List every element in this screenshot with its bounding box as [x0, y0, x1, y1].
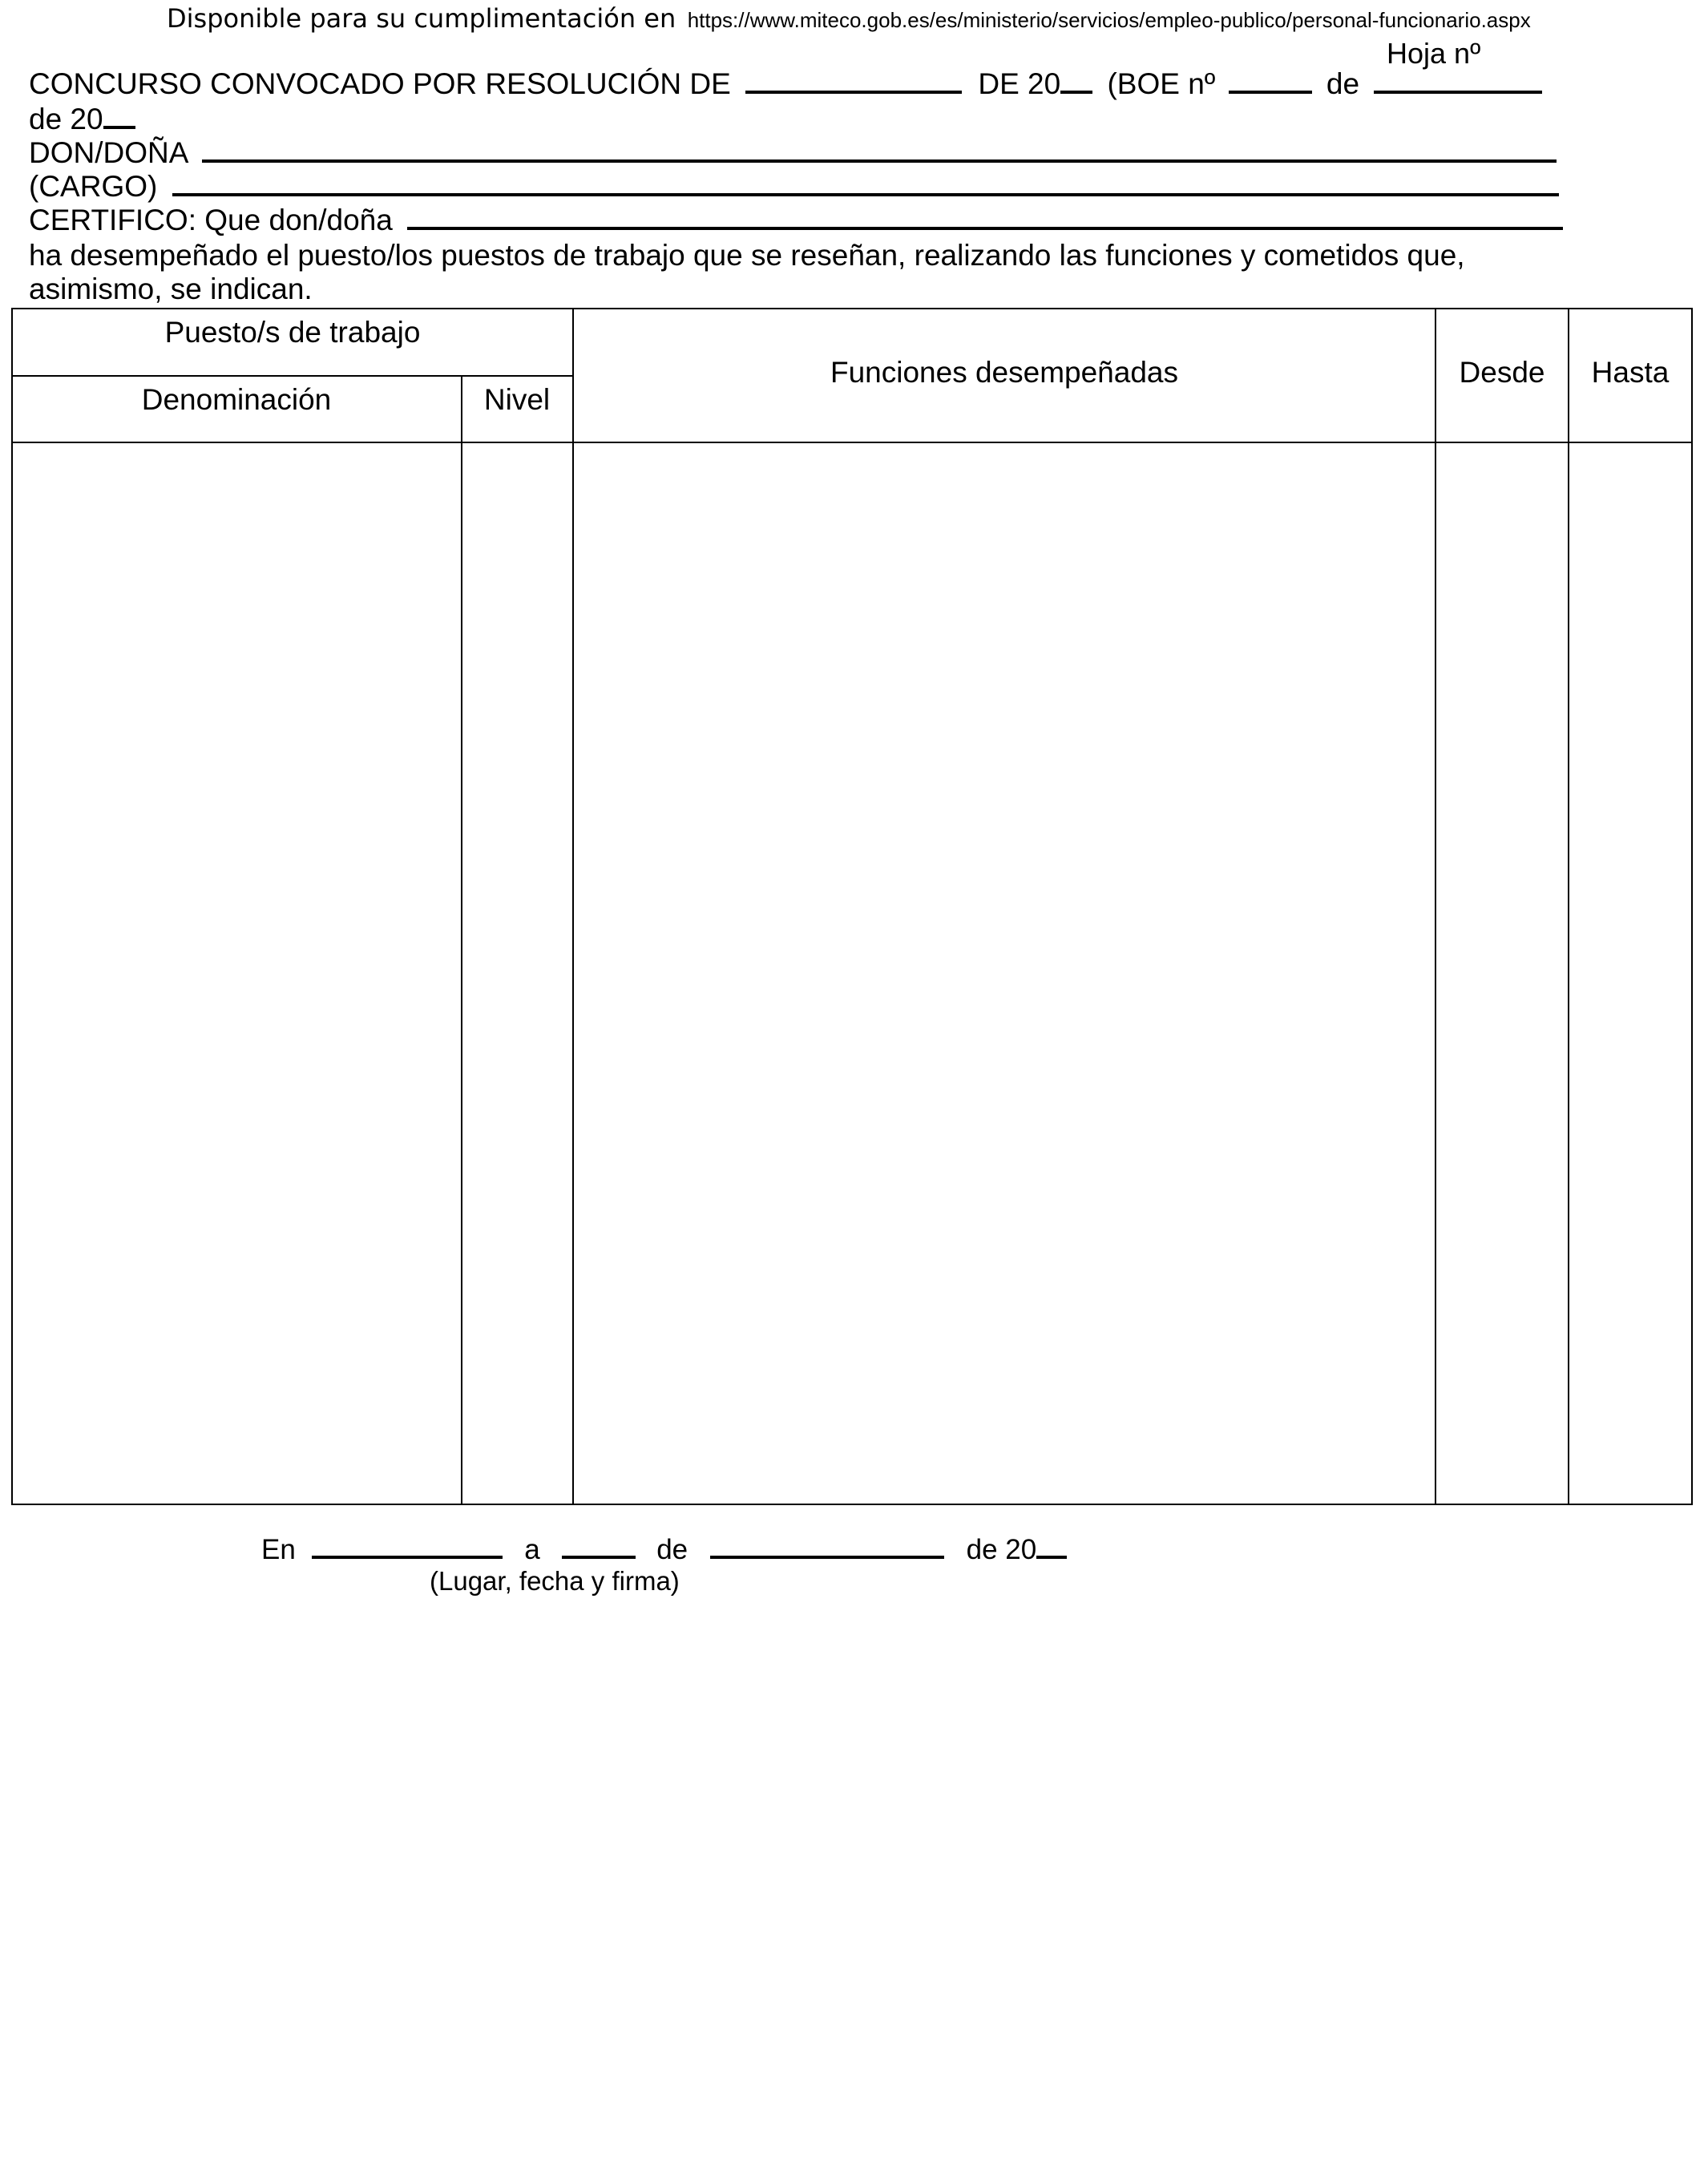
- cargo-blank[interactable]: [172, 193, 1559, 196]
- year-label: de 20: [29, 103, 103, 135]
- year-line: [29, 103, 135, 136]
- place-blank[interactable]: [312, 1556, 503, 1559]
- de-year-label: de 20: [966, 1534, 1037, 1565]
- en-label: En: [261, 1534, 296, 1565]
- day-blank[interactable]: [562, 1556, 636, 1559]
- certifico-blank[interactable]: [407, 227, 1563, 230]
- certifico-line: [29, 204, 1563, 237]
- availability-note: [167, 3, 1531, 34]
- de-label: de: [656, 1534, 688, 1565]
- cargo-line: [29, 170, 1559, 204]
- divider-group-header: [11, 375, 574, 377]
- table-border-bottom: [11, 1504, 1693, 1505]
- month-blank[interactable]: [710, 1556, 944, 1559]
- contest-line: [29, 67, 1542, 101]
- sign-year-blank[interactable]: [1036, 1556, 1067, 1559]
- year-blank[interactable]: [103, 126, 135, 129]
- don-dona-blank[interactable]: [202, 159, 1557, 163]
- signature-line: [261, 1534, 1067, 1566]
- cargo-label: (CARGO): [29, 170, 158, 203]
- boe-de-label: de: [1326, 67, 1360, 100]
- boe-date-blank[interactable]: [1374, 91, 1542, 94]
- signature-caption: (Lugar, fecha y firma): [430, 1566, 680, 1596]
- denominacion-cell[interactable]: [13, 443, 461, 1504]
- don-dona-label: DON/DOÑA: [29, 136, 188, 169]
- table-border-right: [1691, 308, 1693, 1505]
- sheet-number-label: Hoja nº: [1387, 37, 1481, 70]
- statement-paragraph: ha desempeñado el puesto/los puestos de trabajo que se reseñan, realizando las funciones y cometidos que, asimismo, se indican.: [29, 239, 1465, 305]
- availability-lead: Disponible para su cumplimentación en: [167, 3, 676, 34]
- header-funciones: Funciones desempeñadas: [830, 356, 1178, 389]
- boe-label: (BOE nº: [1107, 67, 1216, 100]
- table-border-top: [11, 308, 1693, 309]
- hasta-cell[interactable]: [1569, 443, 1691, 1504]
- header-desde: Desde: [1459, 356, 1545, 389]
- availability-url[interactable]: https://www.miteco.gob.es/es/ministerio/servicios/empleo-publico/personal-funcionario.aspx: [687, 8, 1531, 32]
- resolution-year-blank[interactable]: [1060, 91, 1092, 94]
- a-label: a: [524, 1534, 540, 1565]
- header-denominacion: Denominación: [141, 383, 332, 416]
- desde-cell[interactable]: [1436, 443, 1568, 1504]
- contest-lead: CONCURSO CONVOCADO POR RESOLUCIÓN DE: [29, 67, 731, 100]
- nivel-cell[interactable]: [462, 443, 572, 1504]
- don-dona-line: [29, 136, 1557, 170]
- funciones-cell[interactable]: [574, 443, 1435, 1504]
- resolution-date-blank[interactable]: [745, 91, 962, 94]
- boe-number-blank[interactable]: [1229, 91, 1312, 94]
- contest-de-label: DE 20: [978, 67, 1061, 100]
- header-puestos: Puesto/s de trabajo: [164, 316, 421, 349]
- positions-table: [11, 308, 1693, 1505]
- header-nivel: Nivel: [483, 383, 551, 416]
- certifico-label: CERTIFICO: Que don/doña: [29, 204, 393, 236]
- header-hasta: Hasta: [1591, 356, 1670, 389]
